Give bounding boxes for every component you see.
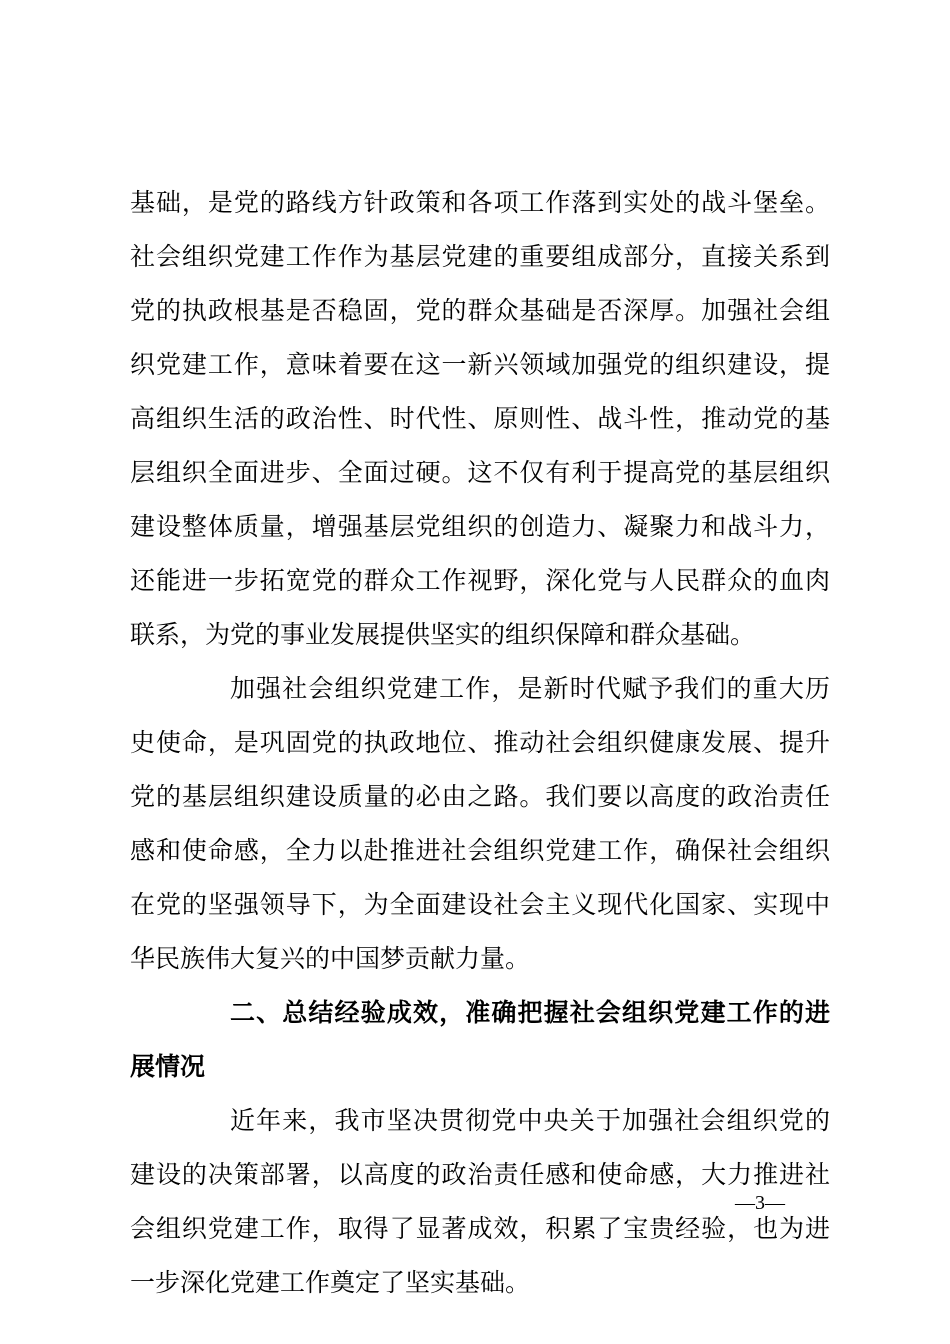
text-line: 在党的坚强领导下，为全面建设社会主义现代化国家、实现中 <box>130 890 830 919</box>
paragraph-2 <box>130 662 830 986</box>
text-line: 一步深化党建工作奠定了坚实基础。 <box>130 1268 531 1297</box>
text-line: 史使命，是巩固党的执政地位、推动社会组织健康发展、提升 <box>130 728 830 757</box>
text-line: 建设整体质量，增强基层党组织的创造力、凝聚力和战斗力， <box>130 512 830 541</box>
paragraph-1 <box>130 176 830 662</box>
text-line: 会组织党建工作，取得了显著成效，积累了宝贵经验，也为进 <box>130 1214 830 1243</box>
text-line: 还能进一步拓宽党的群众工作视野，深化党与人民群众的血肉 <box>130 566 830 595</box>
text-line: 党的基层组织建设质量的必由之路。我们要以高度的政治责任 <box>130 782 830 811</box>
text-line: 近年来，我市坚决贯彻党中央关于加强社会组织党的 <box>230 1106 830 1135</box>
text-line: 感和使命感，全力以赴推进社会组织党建工作，确保社会组织 <box>130 836 830 865</box>
text-line: 高组织生活的政治性、时代性、原则性、战斗性，推动党的基 <box>130 404 830 433</box>
text-line: 华民族伟大复兴的中国梦贡献力量。 <box>130 944 531 973</box>
text-line: 层组织全面进步、全面过硬。这不仅有利于提高党的基层组织 <box>130 458 830 487</box>
text-line: 党的执政根基是否稳固，党的群众基础是否深厚。加强社会组 <box>130 296 830 325</box>
document-page <box>130 176 830 1310</box>
page-number: —3— <box>735 1192 785 1214</box>
section-heading <box>130 986 830 1094</box>
text-line: 加强社会组织党建工作，是新时代赋予我们的重大历 <box>230 674 830 703</box>
text-line: 联系，为党的事业发展提供坚实的组织保障和群众基础。 <box>130 620 756 649</box>
paragraph-3 <box>130 1094 830 1310</box>
heading-line: 展情况 <box>130 1052 206 1081</box>
text-line: 织党建工作，意味着要在这一新兴领域加强党的组织建设，提 <box>130 350 830 379</box>
text-line: 基础，是党的路线方针政策和各项工作落到实处的战斗堡垒。 <box>130 188 830 217</box>
text-line: 社会组织党建工作作为基层党建的重要组成部分，直接关系到 <box>130 242 830 271</box>
text-line: 建设的决策部署，以高度的政治责任感和使命感，大力推进社 <box>130 1160 830 1189</box>
heading-line: 二、总结经验成效，准确把握社会组织党建工作的进 <box>230 998 830 1027</box>
